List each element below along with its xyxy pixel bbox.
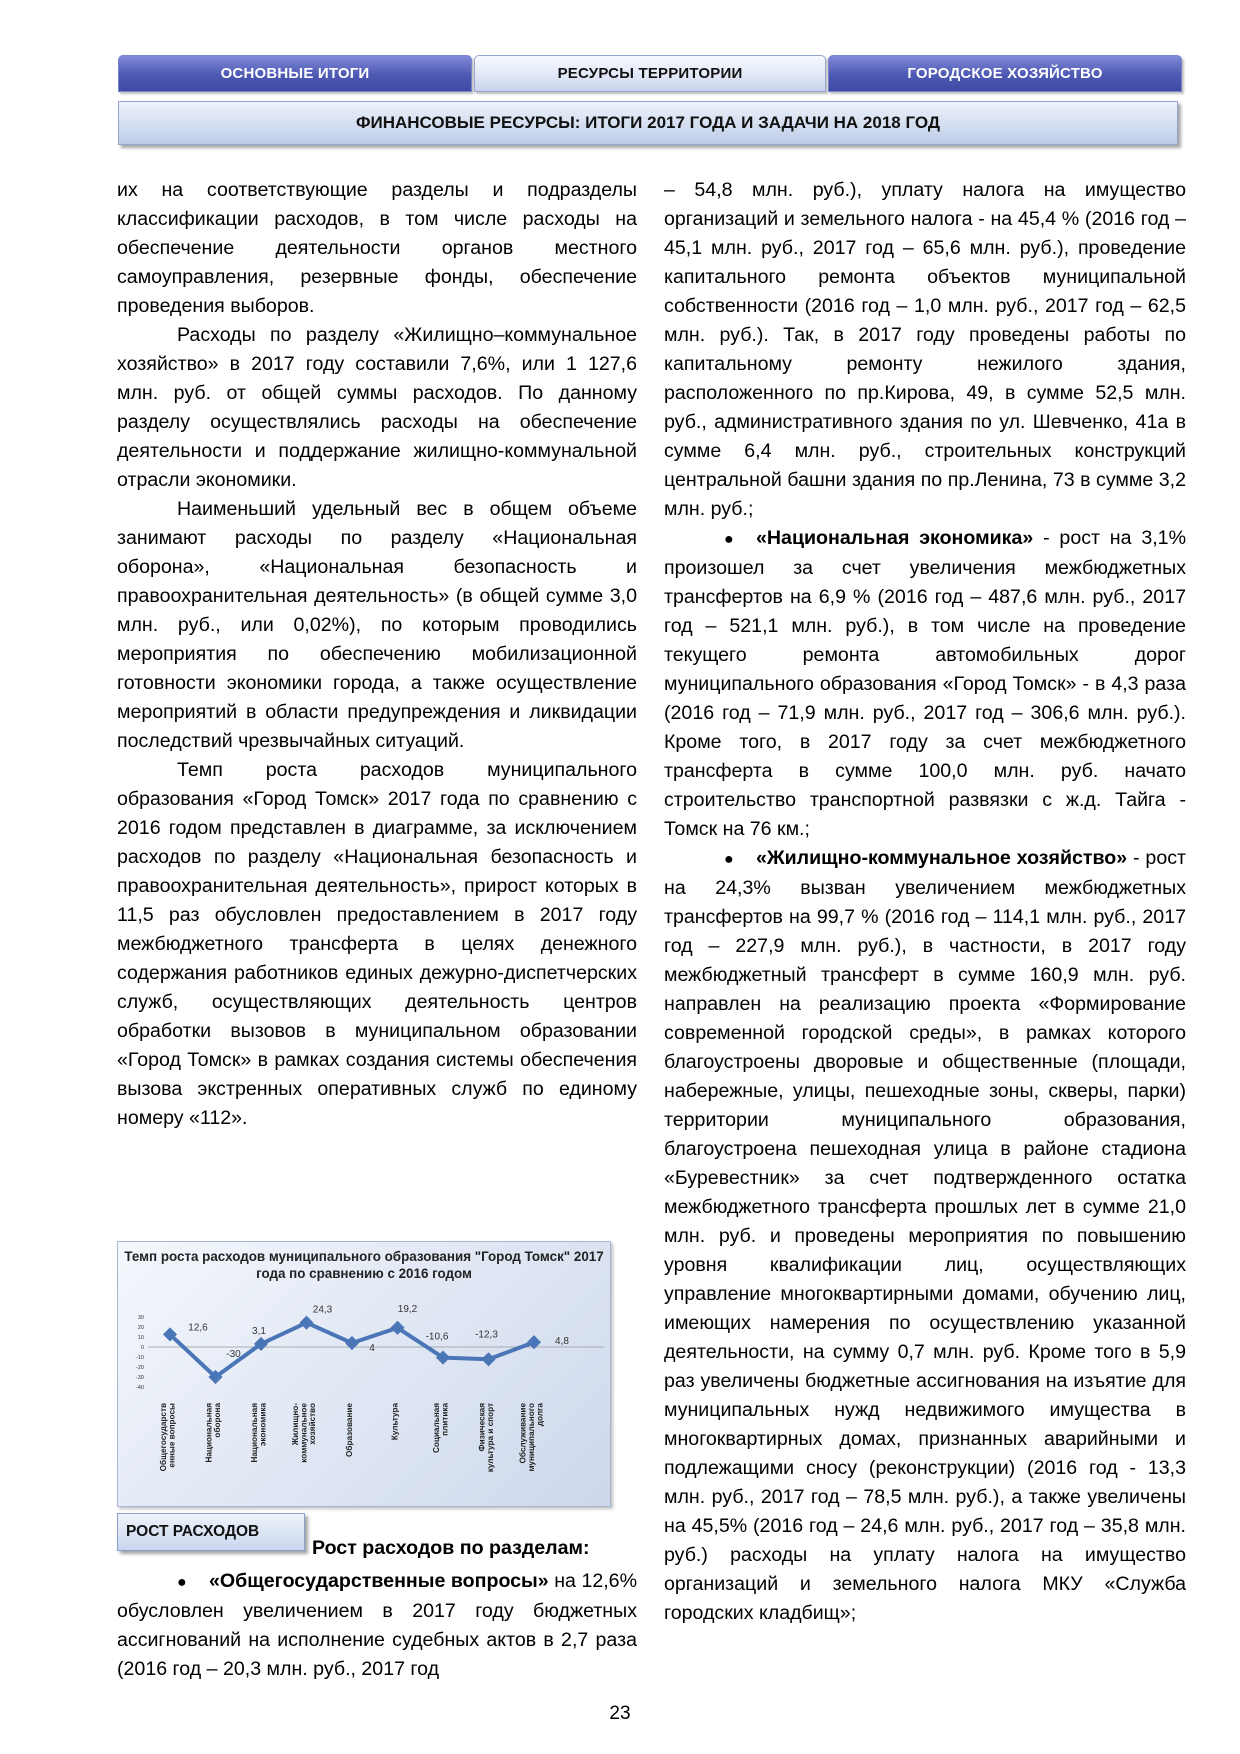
paragraph: Наименьший удельный вес в общем объеме занимают расходы по разделу «Национальная оборона», «Национальная безопасность и правоохранительная деятельность» (в общей сумме 3,0 млн. руб., или 0,02%), по которым проводились мероприятия по обеспечению мобилизационной готовности экономики города, а также осуществление мероприятий в области предупреждения и ликвидации последствий чрезвычайных ситуаций.: [117, 498, 637, 752]
chart-title: Темп роста расходов муниципального образования "Город Томск" 2017 года по сравнению с 2016 годом: [124, 1249, 604, 1281]
category-label-line: Физическая: [477, 1403, 487, 1452]
chart-svg: [118, 1242, 612, 1508]
section-label-box: РОСТ РАСХОДОВ: [117, 1513, 305, 1551]
bullet-title: «Общегосударственные вопросы»: [209, 1570, 549, 1592]
data-label: 19,2: [397, 1303, 418, 1315]
category-label: [204, 1403, 222, 1463]
growth-chart: [117, 1241, 611, 1507]
left-bottom-text: [117, 1567, 637, 1684]
category-label-line: коммунальное: [299, 1403, 309, 1463]
paragraph: их на соответствующие разделы и подразделы классификации расходов, в том числе расходы на обеспечение деятельности органов местного самоуправления, резервные фонды, обеспечение проведения выборов.: [117, 179, 637, 317]
paragraph: Темп роста расходов муниципального образования «Город Томск» 2017 года по сравнению с 2016 годом представлен в диаграмме, за исключением расходов по разделу «Национальная безопасность и правоохранительная деятельность», прирост которых в 11,5 раз обусловлен предоставлением в 2017 году межбюджетного трансферта в целях денежного содержания работников единых дежурно-диспетчерских служб, осуществляющих деятельность центров обработки вызовов в муниципальном образовании «Город Томск» в рамках создания системы обеспечения вызова экстренных оперативных служб по единому номеру «112».: [117, 759, 637, 1129]
left-column: [117, 176, 637, 1133]
category-label-line: долга: [535, 1403, 545, 1427]
category-label-line: Национальная: [204, 1403, 214, 1463]
bullet-text: - рост на 3,1% произошел за счет увеличения межбюджетных трансфертов на 6,9 % (2016 год – 487,6 млн. руб., 2017 год – 521,1 млн. руб.), в том числе на проведение текущего ремонта автомобильных дорог муниципального образования «Город Томск» - в 4,3 раза (2016 год – 71,9 млн. руб., 2017 год – 306,6 млн. руб.). Кроме того, в 2017 году за счет межбюджетного трансферта в сумме 100,0 млн. руб. начато строительство транспортной развязки с ж.д. Тайга - Томск на 76 км.;: [664, 527, 1187, 840]
bullet-icon: ●: [724, 851, 734, 868]
category-label: [250, 1403, 267, 1463]
category-label-line: Обслуживание: [518, 1403, 528, 1464]
data-label: -30: [226, 1349, 241, 1360]
y-tick-label: -20: [136, 1365, 144, 1371]
bullet-item: [117, 1567, 637, 1684]
category-label: [158, 1403, 177, 1471]
category-label-line: енные вопросы: [167, 1403, 177, 1468]
category-label-line: хозяйство: [308, 1403, 318, 1445]
category-label: [344, 1403, 354, 1457]
data-point-marker: [481, 1352, 495, 1366]
category-label: [391, 1403, 400, 1441]
y-tick-label: 30: [137, 1315, 144, 1321]
section-title: ФИНАНСОВЫЕ РЕСУРСЫ: ИТОГИ 2017 ГОДА И ЗАДАЧИ НА 2018 ГОД: [118, 101, 1178, 145]
category-label: [291, 1403, 317, 1463]
y-tick-label: -30: [136, 1375, 144, 1381]
top-tabs: [118, 55, 1182, 94]
category-label: [432, 1403, 450, 1453]
right-column: [664, 176, 1186, 1628]
page-number: 23: [609, 1703, 631, 1724]
category-label: [518, 1403, 545, 1472]
tab-main-results[interactable]: ОСНОВНЫЕ ИТОГИ: [118, 55, 472, 92]
y-tick-label: -10: [136, 1355, 144, 1361]
y-tick-label: -40: [136, 1385, 144, 1391]
paragraph: – 54,8 млн. руб.), уплату налога на имущество организаций и земельного налога - на 45,4 % (2016 год – 45,1 млн. руб., 2017 год – 65,6 млн. руб.), проведение капитального ремонта объектов муниципальной собственности (2016 год – 1,0 млн. руб., 2017 год – 62,5 млн. руб.). Так, в 2017 году проведены работы по капитальному ремонту нежилого здания, расположенного по пр.Кирова, 49, в сумме 52,5 млн. руб., административного здания по ул. Шевченко, 41а в сумме 6,4 млн. руб., строительных конструкций центральной башни здания по пр.Ленина, 73 в сумме 3,2 млн. руб.;: [664, 179, 1186, 520]
bullet-icon: ●: [724, 531, 734, 548]
data-label: -10,6: [425, 1331, 449, 1343]
bullet-item: [664, 844, 1186, 1628]
tab-city-economy[interactable]: ГОРОДСКОЕ ХОЗЯЙСТВО: [828, 55, 1182, 92]
paragraph: Расходы по разделу «Жилищно–коммунальное хозяйство» в 2017 году составили 7,6%, или 1 127,6 млн. руб. от общей суммы расходов. По данному разделу осуществлялись расходы на обеспечение деятельности и поддержание жилищно-коммунальной отрасли экономики.: [117, 324, 637, 491]
bullet-item: [664, 524, 1186, 844]
data-label: -12,3: [475, 1329, 498, 1341]
data-label: 24,3: [312, 1304, 333, 1316]
category-label-line: экономика: [258, 1403, 268, 1447]
data-label: 4,8: [555, 1336, 569, 1348]
category-label-line: Культура: [390, 1403, 400, 1441]
y-tick-label: 20: [137, 1325, 144, 1331]
data-label: 12,6: [188, 1322, 208, 1334]
data-point-marker: [345, 1336, 359, 1350]
data-label: 3,1: [252, 1325, 266, 1337]
data-label: 4: [369, 1343, 375, 1354]
category-label-line: оборона: [212, 1403, 222, 1438]
subheading: Рост расходов по разделам:: [312, 1537, 590, 1559]
category-label-line: Национальная: [249, 1403, 259, 1463]
bullet-title: «Национальная экономика»: [756, 527, 1034, 549]
bullet-title: «Жилищно-коммунальное хозяйство»: [756, 847, 1128, 869]
bullet-text: - рост на 24,3% вызван увеличением межбюджетных трансфертов на 99,7 % (2016 год – 114,1 млн. руб., 2017 год – 227,9 млн. руб.), в частности, в 2017 году межбюджетный трансферт в сумме 160,9 млн. руб. направлен на реализацию проекта «Формирование современной городской среды», в рамках которого благоустроены дворовые и общественные (площади, набережные, улицы, пешеходные зоны, скверы, парки) территории муниципального образования, благоустроена пешеходная улица в районе стадиона «Буревестник» за счет подтвержденного остатка межбюджетного трансферта прошлых лет в сумме 21,0 млн. руб. и проведены мероприятия по повышению уровня квалификации лиц, осуществляющих управление многоквартирными домами, обучению лиц, имеющих намерения по осуществлению указанной деятельности, на сумму 0,7 млн. руб. Кроме того в 5,9 раз увеличены бюджетные ассигнования на изъятие для муниципальных нужд недвижимого имущества в многоквартирных домах, признанных аварийными и подлежащими сносу (реконструкции) (2016 год - 13,3 млн. руб., 2017 год – 78,5 млн. руб.), а также увеличены на 45,5% (2016 год – 24,6 млн. руб., 2017 год – 35,8 млн. руб.) расходы на уплату налога на имущество организаций и земельного налога МКУ «Служба городских кладбищ»;: [664, 847, 1186, 1624]
category-label-line: Образование: [345, 1403, 354, 1457]
bullet-text: на 12,6% обусловлен увеличением в 2017 году бюджетных ассигнований на исполнение судебных актов в 2,7 раза (2016 год – 20,3 млн. руб., 2017 год: [117, 1570, 637, 1680]
y-tick-label: 0: [140, 1345, 144, 1351]
y-tick-label: 10: [137, 1335, 144, 1341]
category-label-line: Социальная: [431, 1403, 441, 1454]
category-label-line: культура и спорт: [485, 1403, 495, 1473]
category-label-line: муниципального: [527, 1403, 537, 1472]
category-label-line: Жилищно-: [291, 1403, 301, 1446]
category-label-line: плитика: [440, 1403, 450, 1436]
data-point-marker: [299, 1316, 313, 1330]
bullet-icon: ●: [177, 1574, 187, 1591]
category-label: [477, 1403, 495, 1472]
category-label-line: Общегосударств: [158, 1403, 168, 1472]
tab-territory-resources[interactable]: РЕСУРСЫ ТЕРРИТОРИИ: [474, 55, 826, 92]
